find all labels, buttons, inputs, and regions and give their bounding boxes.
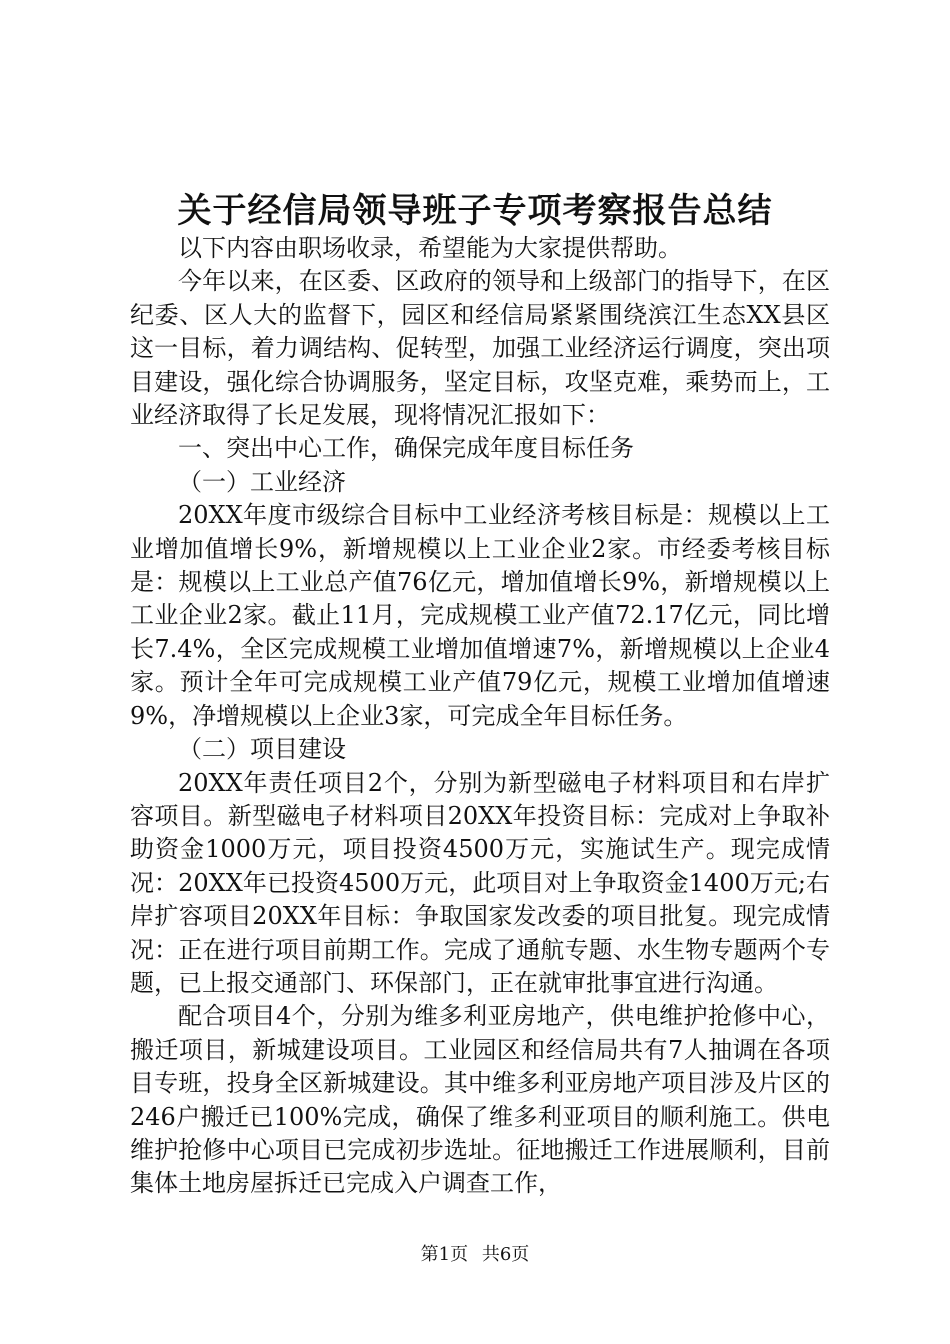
subsection-heading: （二）项目建设 <box>178 735 346 764</box>
body-paragraph: 配合项目4个，分别为维多利亚房地产，供电维护抢修中心，搬迁项目，新城建设项目。工业园区和经信局共有7人抽调在各项目专班，投身全区新城建设。其中维多利亚房地产项目涉及片区的246户搬迁已100%完成，确保了维多利亚项目的顺利施工。供电维护抢修中心项目已完成初步选址。征地搬迁工作进展顺利，目前集体土地房屋拆迁已完成入户调查工作， <box>130 1002 830 1198</box>
document-title: 关于经信局领导班子专项考察报告总结 <box>177 191 773 231</box>
body-paragraph: 今年以来，在区委、区政府的领导和上级部门的指导下，在区纪委、区人大的监督下，园区和经信局紧紧围绕滨江生态XX县区这一目标，着力调结构、促转型，加强工业经济运行调度，突出项目建设，强化综合协调服务，坚定目标，攻坚克难，乘势而上，工业经济取得了长足发展，现将情况汇报如下： <box>130 267 830 430</box>
page-footer <box>0 1240 950 1270</box>
page-number: 第1页 <box>420 1244 469 1265</box>
body-paragraph: 20XX年责任项目2个，分别为新型磁电子材料项目和右岸扩容项目。新型磁电子材料项目20XX年投资目标：完成对上争取补助资金1000万元，项目投资4500万元，实施试生产。现完成情况：20XX年已投资4500万元，此项目对上争取资金1400万元;右岸扩容项目20XX年目标：争取国家发改委的项目批复。现完成情况：正在进行项目前期工作。完成了通航专题、水生物专题两个专题，已上报交通部门、环保部门，正在就审批事宜进行沟通。 <box>130 768 830 997</box>
subsection-heading: （一）工业经济 <box>178 467 346 496</box>
intro-paragraph: 以下内容由职场收录，希望能为大家提供帮助。 <box>178 234 682 262</box>
document-body <box>130 232 830 1201</box>
body-paragraph: 20XX年度市级综合目标中工业经济考核目标是：规模以上工业增加值增长9%，新增规模以上工业企业2家。市经委考核目标是：规模以上工业总产值76亿元，增加值增长9%，新增规模以上工业企业2家。截止11月，完成规模工业产值72.17亿元，同比增长7.4%，全区完成规模工业增加值增速7%，新增规模以上企业4家。预计全年可完成规模工业产值79亿元，规模工业增加值增速9%，净增规模以上企业3家，可完成全年目标任务。 <box>130 501 830 730</box>
page-total: 共6页 <box>481 1244 530 1265</box>
section-heading: 一、突出中心工作，确保完成年度目标任务 <box>178 434 634 463</box>
